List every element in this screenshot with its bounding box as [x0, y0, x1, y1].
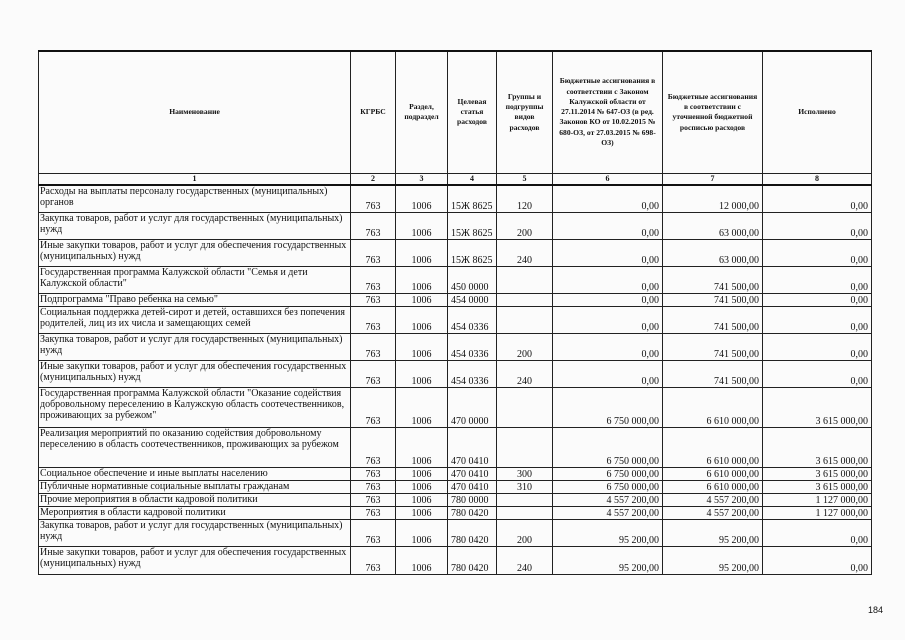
cell-approved: 6 750 000,00 — [553, 480, 663, 493]
cell-section: 1006 — [396, 185, 448, 212]
cell-group: 200 — [497, 333, 553, 360]
cell-group: 240 — [497, 546, 553, 574]
cell-approved: 0,00 — [553, 212, 663, 239]
cell-name: Иные закупки товаров, работ и услуг для обеспечения государственных (муниципальных) нужд — [39, 239, 351, 266]
column-number: 7 — [663, 173, 763, 185]
column-number: 3 — [396, 173, 448, 185]
cell-section: 1006 — [396, 493, 448, 506]
table-body — [39, 185, 872, 574]
cell-specified: 63 000,00 — [663, 239, 763, 266]
cell-specified: 741 500,00 — [663, 293, 763, 306]
column-number: 1 — [39, 173, 351, 185]
table-row — [39, 333, 872, 360]
cell-section: 1006 — [396, 333, 448, 360]
table-row — [39, 185, 872, 212]
cell-group: 310 — [497, 480, 553, 493]
cell-kgrbs: 763 — [351, 266, 396, 293]
cell-name: Государственная программа Калужской области "Оказание содействия добровольному переселению в Калужскую область соотечественников, проживающих за рубежом" — [39, 387, 351, 427]
cell-executed: 0,00 — [763, 212, 872, 239]
cell-approved: 0,00 — [553, 333, 663, 360]
cell-section: 1006 — [396, 506, 448, 519]
cell-specified: 6 610 000,00 — [663, 427, 763, 467]
cell-kgrbs: 763 — [351, 212, 396, 239]
cell-name: Подпрограмма "Право ребенка на семью" — [39, 293, 351, 306]
cell-target: 15Ж 8625 — [448, 239, 497, 266]
cell-approved: 4 557 200,00 — [553, 506, 663, 519]
cell-name: Закупка товаров, работ и услуг для государственных (муниципальных) нужд — [39, 212, 351, 239]
cell-name: Государственная программа Калужской области "Семья и дети Калужской области" — [39, 266, 351, 293]
cell-kgrbs: 763 — [351, 387, 396, 427]
column-number: 4 — [448, 173, 497, 185]
cell-section: 1006 — [396, 212, 448, 239]
cell-specified: 6 610 000,00 — [663, 387, 763, 427]
header-row — [39, 51, 872, 173]
cell-name: Расходы на выплаты персоналу государственных (муниципальных) органов — [39, 185, 351, 212]
cell-kgrbs: 763 — [351, 360, 396, 387]
cell-group — [497, 293, 553, 306]
cell-specified: 741 500,00 — [663, 266, 763, 293]
cell-kgrbs: 763 — [351, 239, 396, 266]
cell-executed: 0,00 — [763, 333, 872, 360]
cell-executed: 1 127 000,00 — [763, 493, 872, 506]
cell-name: Иные закупки товаров, работ и услуг для обеспечения государственных (муниципальных) нужд — [39, 546, 351, 574]
cell-name: Публичные нормативные социальные выплаты гражданам — [39, 480, 351, 493]
cell-executed: 3 615 000,00 — [763, 467, 872, 480]
cell-kgrbs: 763 — [351, 293, 396, 306]
cell-kgrbs: 763 — [351, 185, 396, 212]
header-specified: Бюджетные ассигнования в соответствии с уточненной бюджетной росписью расходов — [663, 51, 763, 173]
cell-specified: 12 000,00 — [663, 185, 763, 212]
cell-target: 15Ж 8625 — [448, 185, 497, 212]
cell-kgrbs: 763 — [351, 519, 396, 546]
header-approved: Бюджетные ассигнования в соответствии с Законом Калужской области от 27.11.2014 № 647-ОЗ (в ред. Законов КО от 10.02.2015 № 680-ОЗ, от 27.03.2015 № 698-ОЗ) — [553, 51, 663, 173]
cell-target: 470 0000 — [448, 387, 497, 427]
column-number: 8 — [763, 173, 872, 185]
cell-name: Социальная поддержка детей-сирот и детей, оставшихся без попечения родителей, лиц из их числа и замещающих семей — [39, 306, 351, 333]
table-row — [39, 293, 872, 306]
cell-approved: 6 750 000,00 — [553, 387, 663, 427]
cell-target: 780 0000 — [448, 493, 497, 506]
cell-approved: 4 557 200,00 — [553, 493, 663, 506]
header-name: Наименование — [39, 51, 351, 173]
header-section: Раздел, подраздел — [396, 51, 448, 173]
table-row — [39, 306, 872, 333]
cell-specified: 95 200,00 — [663, 546, 763, 574]
header-kgrbs: КГРБС — [351, 51, 396, 173]
budget-execution-table — [38, 50, 872, 575]
table-row — [39, 212, 872, 239]
cell-group: 240 — [497, 360, 553, 387]
cell-group: 200 — [497, 519, 553, 546]
cell-kgrbs: 763 — [351, 333, 396, 360]
table-row — [39, 493, 872, 506]
cell-approved: 0,00 — [553, 293, 663, 306]
cell-target: 15Ж 8625 — [448, 212, 497, 239]
table-row — [39, 239, 872, 266]
cell-group — [497, 493, 553, 506]
cell-approved: 6 750 000,00 — [553, 467, 663, 480]
cell-executed: 3 615 000,00 — [763, 427, 872, 467]
cell-section: 1006 — [396, 360, 448, 387]
cell-approved: 0,00 — [553, 306, 663, 333]
cell-executed: 0,00 — [763, 519, 872, 546]
cell-section: 1006 — [396, 480, 448, 493]
cell-executed: 3 615 000,00 — [763, 480, 872, 493]
cell-approved: 0,00 — [553, 360, 663, 387]
cell-target: 454 0336 — [448, 360, 497, 387]
cell-section: 1006 — [396, 519, 448, 546]
cell-kgrbs: 763 — [351, 427, 396, 467]
cell-group — [497, 266, 553, 293]
cell-group: 300 — [497, 467, 553, 480]
table-row — [39, 266, 872, 293]
cell-target: 780 0420 — [448, 506, 497, 519]
cell-specified: 741 500,00 — [663, 306, 763, 333]
cell-specified: 741 500,00 — [663, 333, 763, 360]
page-number: 184 — [868, 605, 884, 615]
column-number: 6 — [553, 173, 663, 185]
cell-target: 450 0000 — [448, 266, 497, 293]
table-row — [39, 546, 872, 574]
cell-name: Иные закупки товаров, работ и услуг для обеспечения государственных (муниципальных) нужд — [39, 360, 351, 387]
cell-approved: 0,00 — [553, 266, 663, 293]
header-group: Группы и подгруппы видов расходов — [497, 51, 553, 173]
cell-group: 240 — [497, 239, 553, 266]
cell-group — [497, 427, 553, 467]
cell-name: Мероприятия в области кадровой политики — [39, 506, 351, 519]
cell-kgrbs: 763 — [351, 546, 396, 574]
cell-section: 1006 — [396, 306, 448, 333]
cell-name: Закупка товаров, работ и услуг для государственных (муниципальных) нужд — [39, 333, 351, 360]
cell-target: 780 0420 — [448, 546, 497, 574]
cell-executed: 3 615 000,00 — [763, 387, 872, 427]
cell-target: 470 0410 — [448, 480, 497, 493]
cell-section: 1006 — [396, 266, 448, 293]
cell-approved: 95 200,00 — [553, 519, 663, 546]
cell-name: Реализация мероприятий по оказанию содействия добровольному переселению в область соотечественников, проживающих за рубежом — [39, 427, 351, 467]
table-row — [39, 427, 872, 467]
cell-approved: 0,00 — [553, 185, 663, 212]
header-target: Целевая статья расходов — [448, 51, 497, 173]
table-row — [39, 506, 872, 519]
cell-specified: 63 000,00 — [663, 212, 763, 239]
cell-section: 1006 — [396, 239, 448, 266]
cell-name: Закупка товаров, работ и услуг для государственных (муниципальных) нужд — [39, 519, 351, 546]
cell-specified: 4 557 200,00 — [663, 506, 763, 519]
cell-section: 1006 — [396, 387, 448, 427]
cell-specified: 4 557 200,00 — [663, 493, 763, 506]
cell-executed: 0,00 — [763, 239, 872, 266]
cell-group — [497, 506, 553, 519]
cell-kgrbs: 763 — [351, 506, 396, 519]
column-number: 5 — [497, 173, 553, 185]
cell-executed: 0,00 — [763, 306, 872, 333]
cell-target: 470 0410 — [448, 427, 497, 467]
table-row — [39, 360, 872, 387]
cell-group — [497, 387, 553, 427]
column-number: 2 — [351, 173, 396, 185]
cell-kgrbs: 763 — [351, 306, 396, 333]
cell-specified: 741 500,00 — [663, 360, 763, 387]
cell-approved: 95 200,00 — [553, 546, 663, 574]
cell-section: 1006 — [396, 467, 448, 480]
cell-kgrbs: 763 — [351, 480, 396, 493]
cell-target: 780 0420 — [448, 519, 497, 546]
cell-executed: 1 127 000,00 — [763, 506, 872, 519]
cell-kgrbs: 763 — [351, 467, 396, 480]
cell-section: 1006 — [396, 293, 448, 306]
table-row — [39, 480, 872, 493]
cell-approved: 0,00 — [553, 239, 663, 266]
cell-target: 454 0336 — [448, 306, 497, 333]
table-row — [39, 519, 872, 546]
column-number-row — [39, 173, 872, 185]
cell-specified: 6 610 000,00 — [663, 480, 763, 493]
cell-target: 454 0336 — [448, 333, 497, 360]
cell-executed: 0,00 — [763, 266, 872, 293]
cell-name: Социальное обеспечение и иные выплаты населению — [39, 467, 351, 480]
cell-group — [497, 306, 553, 333]
cell-executed: 0,00 — [763, 360, 872, 387]
cell-target: 454 0000 — [448, 293, 497, 306]
table-row — [39, 467, 872, 480]
cell-kgrbs: 763 — [351, 493, 396, 506]
cell-approved: 6 750 000,00 — [553, 427, 663, 467]
cell-group: 120 — [497, 185, 553, 212]
cell-specified: 6 610 000,00 — [663, 467, 763, 480]
cell-target: 470 0410 — [448, 467, 497, 480]
cell-specified: 95 200,00 — [663, 519, 763, 546]
table-row — [39, 387, 872, 427]
cell-name: Прочие мероприятия в области кадровой политики — [39, 493, 351, 506]
cell-executed: 0,00 — [763, 185, 872, 212]
cell-section: 1006 — [396, 427, 448, 467]
cell-section: 1006 — [396, 546, 448, 574]
cell-executed: 0,00 — [763, 293, 872, 306]
cell-executed: 0,00 — [763, 546, 872, 574]
cell-group: 200 — [497, 212, 553, 239]
header-executed: Исполнено — [763, 51, 872, 173]
